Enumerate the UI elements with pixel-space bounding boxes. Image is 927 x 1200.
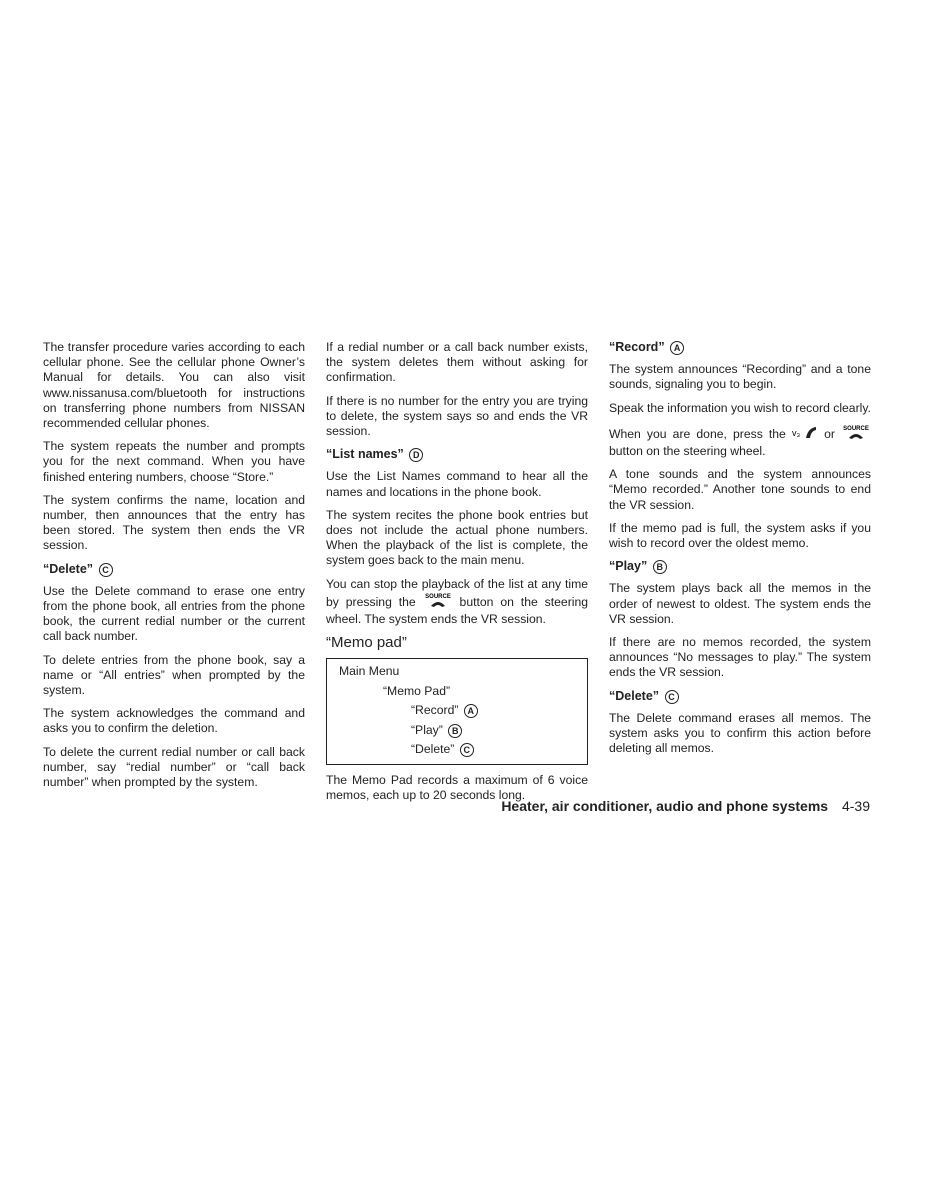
menu-main: Main Menu [339,664,400,679]
column-1 [43,340,305,798]
heading-text: “Play” [609,559,648,574]
menu-play [339,721,587,741]
source-phone-icon [423,592,453,612]
column-3 [609,340,871,764]
paragraph: To delete entries from the phone book, say a name or “All entries” when prompted by the system. [43,652,305,698]
paragraph: The system acknowledges the command and asks you to confirm the deletion. [43,706,305,736]
heading-text: “Delete” [609,688,660,703]
svg-text:SOURCE: SOURCE [424,593,451,600]
paragraph: The system plays back all the memos in the order of newest to oldest. The system ends the VR session. [609,581,871,626]
circle-b-marker: B [448,724,462,738]
text: When you are done, press the [609,426,786,441]
paragraph: Use the List Names command to hear all the names and locations in the phone book. [326,469,588,499]
section-title: Heater, air conditioner, audio and phone systems [501,798,829,814]
menu-memo-pad: “Memo Pad” [383,683,451,698]
paragraph: The system repeats the number and prompts you for the next command. When you have finished entering numbers, choose “Store.” [43,439,305,484]
paragraph: If there are no memos recorded, the system announces “No messages to play.” The system ends the VR session. [609,635,871,680]
circle-a-marker: A [670,341,684,355]
heading-text: “Delete” [43,561,94,576]
paragraph: The system confirms the name, location and number, then announces that the entry has been stored. The system then ends the VR session. [43,492,305,553]
circle-c-marker: C [665,690,679,704]
heading-text: “List names” [326,447,404,462]
menu-label: “Record” [411,703,459,718]
delete-heading [43,562,305,577]
paragraph: Use the Delete command to erase one entry from the phone book, all entries from the phone book, the current redial number or the current call back number. [43,583,305,644]
circle-c-marker: C [460,743,474,757]
menu-label: “Delete” [411,742,455,757]
page-footer [501,799,870,814]
column-2 [326,340,588,811]
heading-text: “Record” [609,340,665,354]
paragraph: The Memo Pad records a maximum of 6 voice memos, each up to 20 seconds long. [326,772,588,803]
source-phone-icon [841,424,871,444]
paragraph: To delete the current redial number or call back number, say “redial number” or “call back number” when prompted by the system. [43,744,305,790]
paragraph: The system announces “Recording” and a tone sounds, signaling you to begin. [609,362,871,392]
text: or [824,426,835,441]
paragraph: The Delete command erases all memos. The system asks you to confirm this action before deleting all memos. [609,710,871,756]
circle-d-marker: D [409,448,423,462]
menu-tree-box [326,658,588,765]
menu-label: “Play” [411,722,443,737]
paragraph: If the memo pad is full, the system asks if you wish to record over the oldest memo. [609,520,871,551]
paragraph: The system recites the phone book entries but does not include the actual phone numbers. When the playback of the list is complete, the system goes back to the main menu. [326,507,588,568]
circle-c-marker: C [99,563,113,577]
paragraph: The transfer procedure varies according to each cellular phone. See the cellular phone Owner’s Manual for details. You can also visit www.nissanusa.com/bluetooth for instructions on transferring phone numbers from NISSAN recommended cellular phones. [43,340,305,431]
menu-record [339,701,587,721]
play-heading [609,559,871,574]
paragraph [609,424,871,459]
menu-delete [339,740,587,760]
circle-a-marker: A [464,704,478,718]
voice-talk-icon [792,426,818,444]
paragraph: A tone sounds and the system announces “Memo recorded.” Another tone sounds to end the VR session. [609,467,871,512]
circle-b-marker: B [653,560,667,574]
text: button on the steering wheel. The system ends the VR session. [326,594,589,627]
list-names-heading [326,447,588,462]
svg-text:SOURCE: SOURCE [843,425,869,432]
paragraph: Speak the information you wish to record clearly. [609,400,871,415]
text: You can stop the playback of the list at any time by pressing the [326,576,588,609]
delete-heading [609,689,871,704]
paragraph: If a redial number or a call back number exists, the system deletes them without asking for confirmation. [326,340,588,385]
paragraph: If there is no number for the entry you are trying to delete, the system says so and ends the VR session. [326,393,588,439]
paragraph [326,577,588,628]
text: button on the steering wheel. [609,444,766,459]
svg-text:v₃: v₃ [791,427,801,438]
record-heading [609,340,871,355]
memo-pad-title: “Memo pad” [326,634,407,652]
page-number: 4-39 [841,798,870,814]
